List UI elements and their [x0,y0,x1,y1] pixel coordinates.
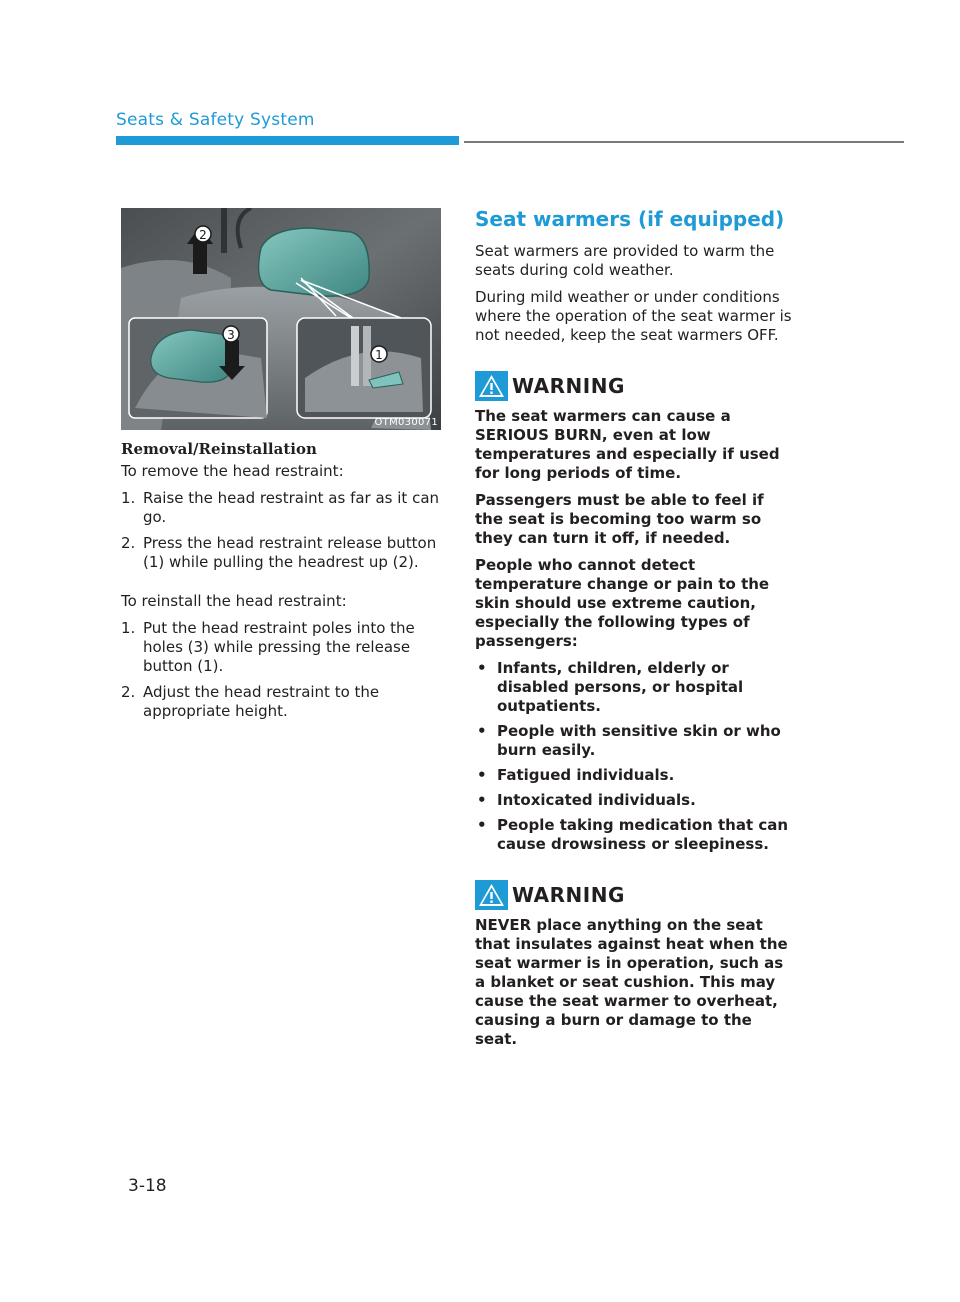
right-column [475,206,795,1057]
warning-2-para-1: NEVER place anything on the seat that insulates against heat when the seat warmer is in operation, such as a blanket or seat cushion. This may cause the seat warmer to overheat, causing a burn or damage to the seat. [475,916,788,1048]
list-item: • Infants, children, elderly or disabled persons, or hospital outpatients. [475,659,795,716]
left-column [121,440,451,729]
page-number: 3-18 [128,1176,167,1196]
header-rule [464,141,904,143]
figure-code: OTM030071 [374,417,438,428]
list-item: • Intoxicated individuals. [475,791,795,810]
reinstall-steps [121,619,451,721]
head-restraint-figure [121,208,441,430]
section-title: Seats & Safety System [116,110,315,130]
warning-1-para-3: People who cannot detect temperature change or pain to the skin should use extreme caution, especially the following types of passengers: [475,556,770,650]
seat-warmers-para-2: During mild weather or under conditions where the operation of the seat warmer is not needed, keep the seat warmers OFF. [475,288,792,344]
warning-2-body [475,916,795,1049]
callout-1-label: 1 [375,348,383,362]
warning-triangle-icon [475,371,508,401]
warning-1-label: WARNING [512,374,625,398]
list-item: 2. Adjust the head restraint to the appropriate height. [121,683,380,720]
warning-1-bullets [475,659,795,854]
seat-warmers-heading: Seat warmers (if equipped) [475,207,785,231]
callout-3-label: 3 [227,328,235,342]
remove-intro: To remove the head restraint: [121,462,344,480]
head-restraint-illustration [121,208,441,430]
list-item: • People with sensitive skin or who burn easily. [475,722,795,760]
list-item: 1. Raise the head restraint as far as it can go. [121,489,440,526]
warning-triangle-icon [475,880,508,910]
warning-1-para-2: Passengers must be able to feel if the seat is becoming too warm so they can turn it off, if needed. [475,491,764,547]
warning-1-para-1: The seat warmers can cause a SERIOUS BURN, even at low temperatures and especially if used for long periods of time. [475,407,780,482]
list-item: 2. Press the head restraint release button (1) while pulling the headrest up (2). [121,534,437,571]
warning-2-label: WARNING [512,883,625,907]
header-rule-accent [116,136,459,145]
warning-1-header [475,371,795,401]
list-item: 1. Put the head restraint poles into the holes (3) while pressing the release button (1). [121,619,415,675]
removal-subheading: Removal/Reinstallation [121,440,317,458]
warning-2-header [475,880,795,910]
list-item: • Fatigued individuals. [475,766,795,785]
callout-2-label: 2 [199,228,207,242]
warning-1-body [475,407,795,651]
seat-warmers-para-1: Seat warmers are provided to warm the seats during cold weather. [475,242,775,279]
reinstall-intro: To reinstall the head restraint: [121,592,347,610]
list-item: • People taking medication that can cause drowsiness or sleepiness. [475,816,795,854]
remove-steps [121,489,451,572]
